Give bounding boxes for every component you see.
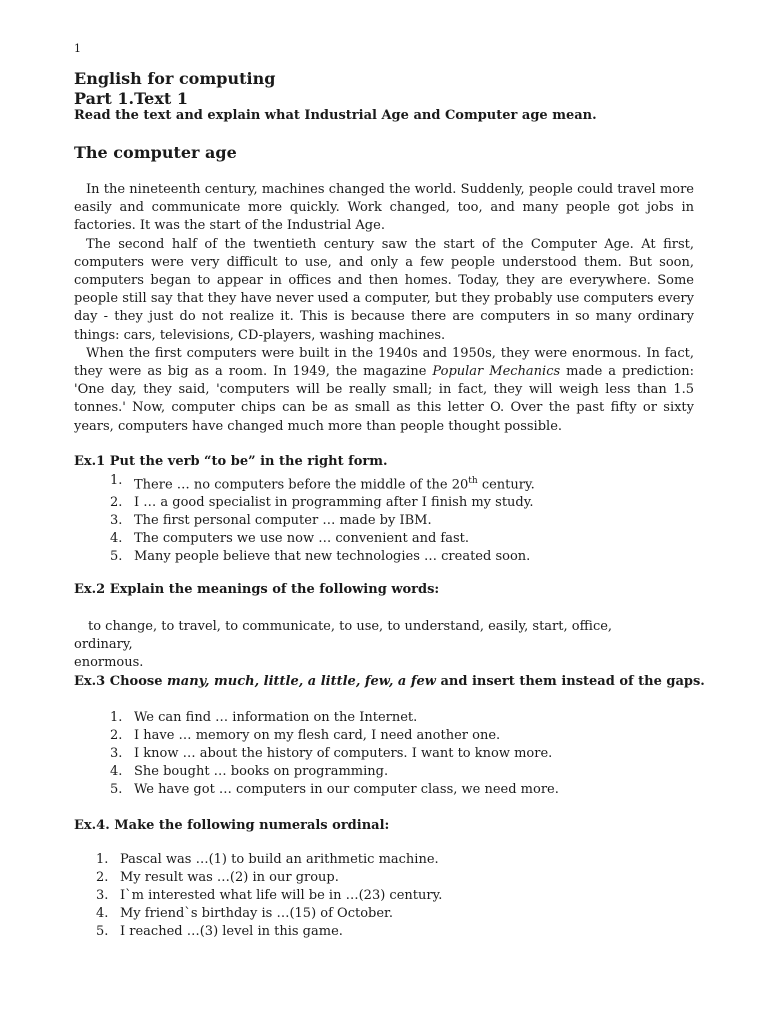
paragraph-3-part-1: When the first computers were built in the 1940s and 1950s, they were enormous. In fact, they were as big as a room. In 1949, the magazine bbox=[74, 345, 694, 380]
item-number: 2. bbox=[110, 728, 123, 743]
item-number: 5. bbox=[110, 782, 123, 797]
item-number: 3. bbox=[96, 888, 109, 903]
item-number: 3. bbox=[110, 746, 123, 761]
list-item bbox=[74, 494, 535, 512]
item-number: 2. bbox=[96, 870, 109, 885]
ex3-title-end: and insert them instead of the gaps. bbox=[435, 674, 705, 689]
item-number: 4. bbox=[110, 531, 123, 547]
item-text-end: century. bbox=[477, 477, 535, 493]
paragraph-2: The second half of the twentieth century saw the start of the Computer Age. At first, computers were very difficult to use, and only a few people understood them. But soon, computers began to appear in offices and then homes. Today, they are everywhere. Some people still say that they have never used a computer, but they probably use computers every day - they just do not realize it. This is because there are computers in so many ordinary things: cars, televisions, CD-players, washing machines. bbox=[74, 236, 694, 343]
list-item bbox=[74, 745, 559, 763]
page-number: 1 bbox=[74, 42, 81, 55]
ex3-list bbox=[74, 709, 559, 799]
magazine-title: Popular Mechanics bbox=[432, 364, 561, 380]
list-item bbox=[74, 869, 442, 887]
item-text: My friend`s birthday is …(15) of October. bbox=[120, 906, 393, 921]
ex1-title: Ex.1 Put the verb “to be” in the right form. bbox=[74, 454, 388, 469]
item-text: I`m interested what life will be in …(23) century. bbox=[120, 888, 443, 903]
section-title: The computer age bbox=[74, 143, 237, 162]
list-item bbox=[74, 727, 559, 745]
item-number: 5. bbox=[96, 924, 109, 939]
list-item bbox=[74, 781, 559, 799]
item-text: We have got … computers in our computer class, we need more. bbox=[134, 782, 559, 797]
ex2-word-list bbox=[74, 618, 674, 672]
article-body bbox=[74, 181, 694, 436]
item-number: 3. bbox=[110, 513, 123, 529]
item-text: She bought … books on programming. bbox=[134, 764, 389, 779]
item-text: I know … about the history of computers. I want to know more. bbox=[134, 746, 553, 761]
item-number: 5. bbox=[110, 549, 123, 565]
ex1-list bbox=[74, 472, 535, 566]
list-item bbox=[74, 472, 535, 494]
list-item bbox=[74, 548, 535, 566]
ex2-words: to change, to travel, to communicate, to use, to understand, easily, start, office, ordinary, bbox=[74, 619, 613, 652]
item-text: I reached …(3) level in this game. bbox=[120, 924, 343, 939]
list-item bbox=[74, 851, 442, 869]
list-item bbox=[74, 709, 559, 727]
ex2-words-end: enormous. bbox=[74, 655, 144, 670]
item-text: Many people believe that new technologies … created soon. bbox=[134, 549, 531, 565]
item-number: 2. bbox=[110, 495, 123, 511]
paragraph-3-part-2: made a prediction: 'One day, they said, 'computers will be really small; in fact, they will weigh less than 1.5 tonnes.' Now, computer chips can be as small as this letter O. Over the past fifty or sixty years, computers have changed much more than people thought possible. bbox=[74, 364, 694, 434]
reading-instruction: Read the text and explain what Industrial Age and Computer age mean. bbox=[74, 108, 597, 123]
list-item bbox=[74, 512, 535, 530]
item-number: 4. bbox=[96, 906, 109, 921]
ex2-title: Ex.2 Explain the meanings of the following words: bbox=[74, 582, 440, 597]
list-item bbox=[74, 923, 442, 941]
item-number: 4. bbox=[110, 764, 123, 779]
item-text: My result was …(2) in our group. bbox=[120, 870, 339, 885]
item-text: There … no computers before the middle of the 20 bbox=[134, 477, 469, 493]
item-number: 1. bbox=[110, 710, 123, 725]
item-number: 1. bbox=[110, 473, 123, 488]
item-text: I have … memory on my flesh card, I need another one. bbox=[134, 728, 501, 743]
document-title: English for computing bbox=[74, 69, 276, 88]
item-text: I … a good specialist in programming after I finish my study. bbox=[134, 495, 534, 511]
list-item bbox=[74, 905, 442, 923]
ex3-title-start: Ex.3 Choose bbox=[74, 674, 168, 689]
paragraph-3 bbox=[74, 345, 694, 436]
list-item bbox=[74, 530, 535, 548]
ex4-list bbox=[74, 851, 442, 941]
list-item bbox=[74, 763, 559, 781]
paragraph-1: In the nineteenth century, machines changed the world. Suddenly, people could travel more easily and communicate more quickly. Work changed, too, and many people got jobs in factories. It was the start of the Industrial Age. bbox=[74, 182, 694, 234]
item-text: Pascal was …(1) to build an arithmetic machine. bbox=[120, 852, 439, 867]
item-text: The computers we use now … convenient and fast. bbox=[134, 531, 469, 547]
item-superscript: th bbox=[468, 476, 478, 486]
item-number: 1. bbox=[96, 852, 109, 867]
document-subtitle: Part 1.Text 1 bbox=[74, 89, 188, 108]
item-text: We can find … information on the Internet. bbox=[134, 710, 418, 725]
ex3-title bbox=[74, 674, 705, 689]
ex4-title: Ex.4. Make the following numerals ordinal: bbox=[74, 818, 390, 833]
item-text: The first personal computer … made by IBM. bbox=[134, 513, 432, 529]
ex3-title-words: many, much, little, a little, few, a few bbox=[167, 674, 436, 689]
list-item bbox=[74, 887, 442, 905]
